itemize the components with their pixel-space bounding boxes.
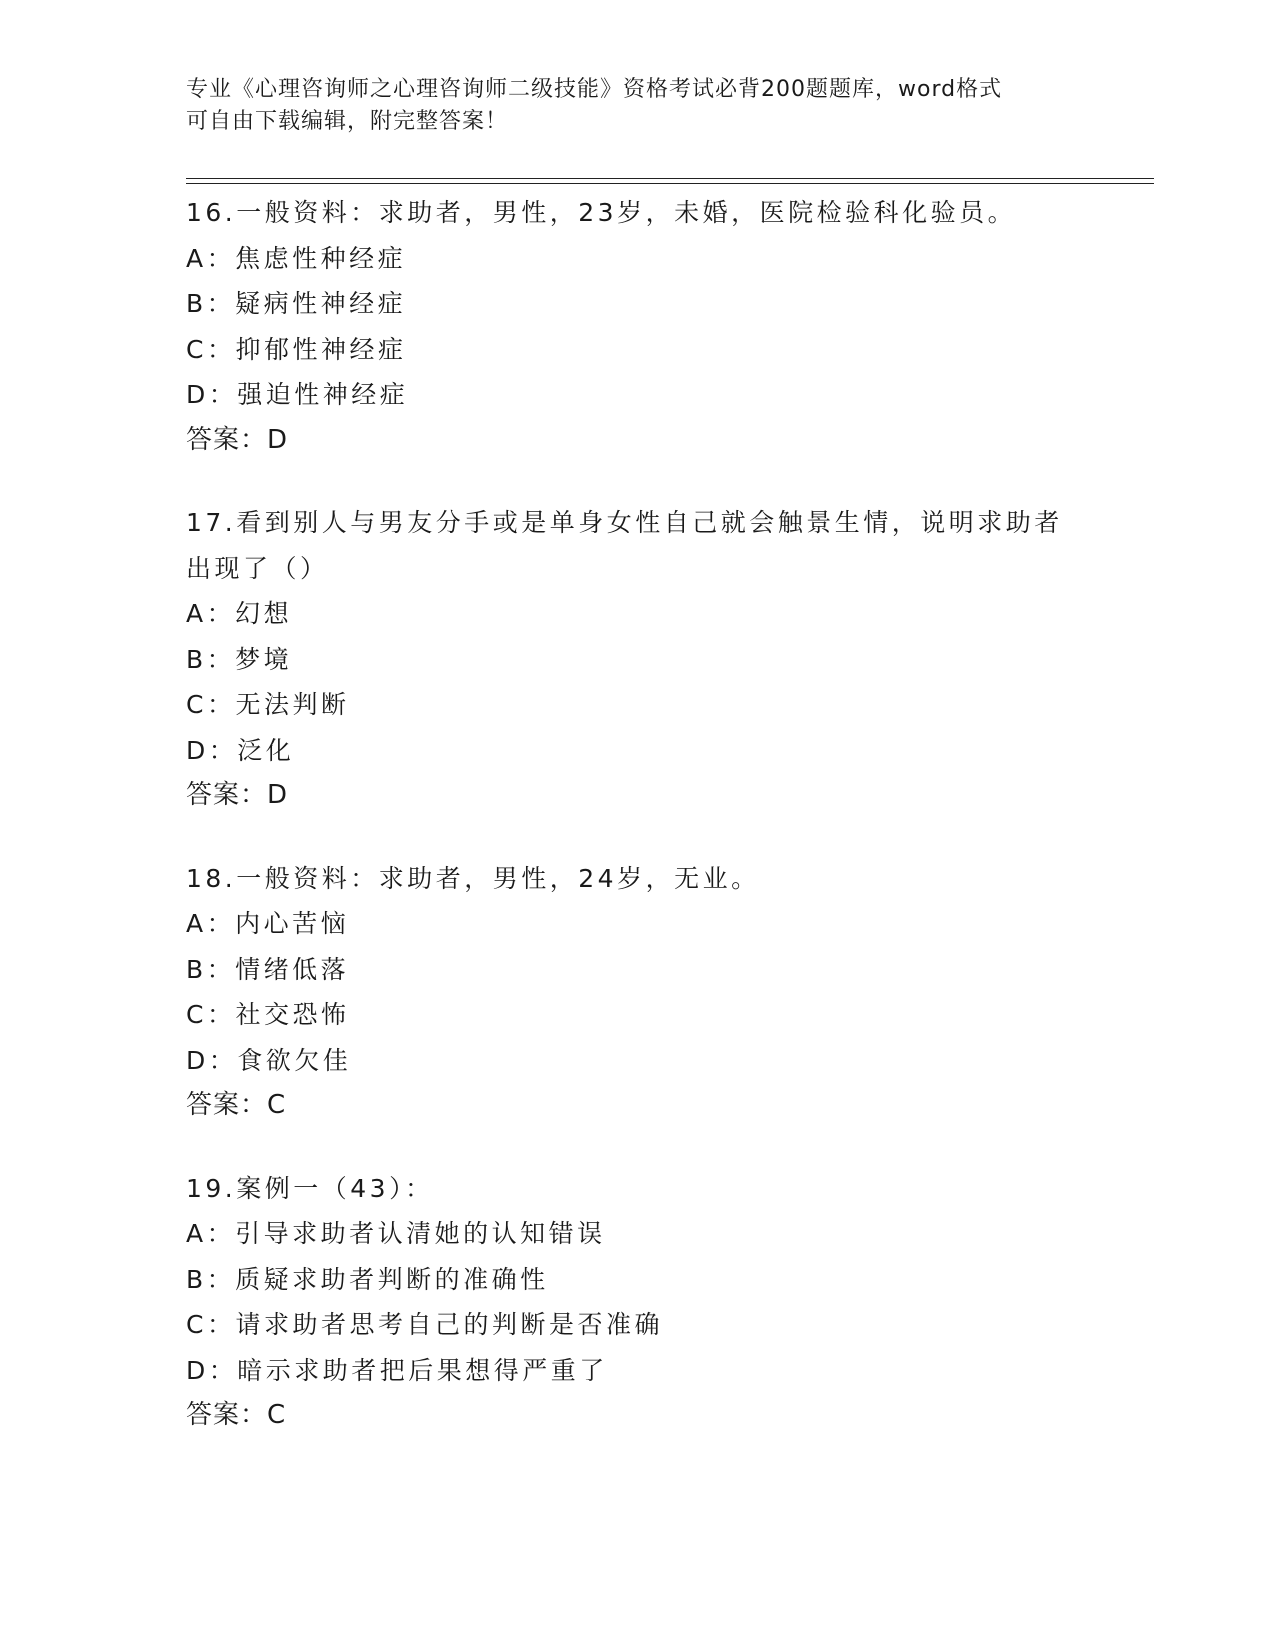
header-line-1: 专业《心理咨询师之心理咨询师二级技能》资格考试必背200题题库，word格式	[186, 77, 1003, 102]
question-16	[186, 190, 1086, 463]
header-line-2: 可自由下载编辑，附完整答案！	[186, 109, 509, 134]
question-18	[186, 856, 1086, 1129]
option-a: A：幻想	[186, 599, 293, 628]
question-stem-continuation: 出现了（）	[186, 553, 329, 583]
option-c: C：社交恐怖	[186, 1000, 350, 1029]
header-divider-bottom	[186, 183, 1154, 184]
question-stem: 17.看到别人与男友分手或是单身女性自己就会触景生情，说明求助者	[186, 508, 1063, 537]
question-stem: 18.一般资料：求助者，男性，24岁，无业。	[186, 863, 760, 893]
option-b: B：梦境	[186, 644, 293, 674]
option-a: A：内心苦恼	[186, 909, 350, 938]
answer-line: 答案：C	[186, 1090, 287, 1120]
option-b: B：情绪低落	[186, 954, 350, 984]
option-d: D：暗示求助者把后果想得严重了	[186, 1355, 608, 1385]
option-b: B：疑病性神经症	[186, 289, 407, 318]
answer-line: 答案：C	[186, 1400, 287, 1430]
option-d: D：泛化	[186, 735, 295, 765]
question-stem: 19.案例一（43）：	[186, 1173, 434, 1203]
option-b: B：质疑求助者判断的准确性	[186, 1264, 549, 1294]
option-d: D：食欲欠佳	[186, 1045, 352, 1075]
answer-line: 答案：D	[186, 424, 289, 455]
question-19	[186, 1166, 1086, 1439]
question-17	[186, 500, 1086, 819]
option-d: D：强迫性神经症	[186, 380, 409, 409]
option-a: A：引导求助者认清她的认知错误	[186, 1219, 606, 1248]
option-c: C：抑郁性神经症	[186, 334, 407, 364]
question-list	[186, 190, 1086, 1476]
question-stem: 16.一般资料：求助者，男性，23岁，未婚，医院检验科化验员。	[186, 198, 1017, 227]
option-c: C：无法判断	[186, 690, 350, 719]
option-a: A：焦虑性种经症	[186, 243, 407, 273]
answer-line: 答案：D	[186, 780, 289, 810]
option-c: C：请求助者思考自己的判断是否准确	[186, 1310, 663, 1339]
document-header	[186, 74, 1066, 138]
header-divider-top	[186, 178, 1154, 179]
